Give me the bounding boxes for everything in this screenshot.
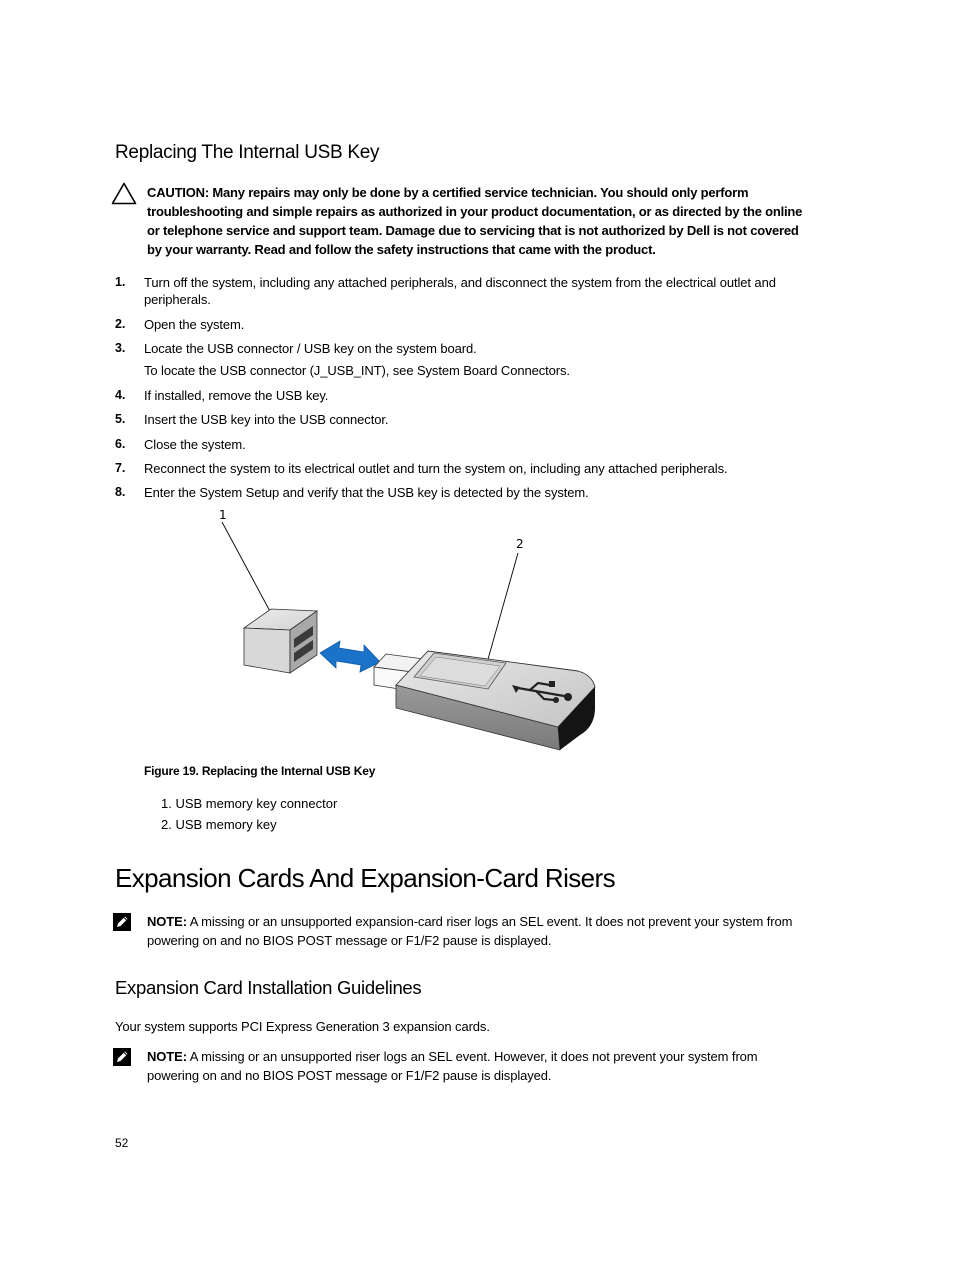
step-number: 3.	[115, 341, 126, 355]
sub-heading: Expansion Card Installation Guidelines	[115, 977, 422, 998]
step-text: To locate the USB connector (J_USB_INT), see System Board Connectors.	[144, 363, 570, 378]
figure-caption: Figure 19. Replacing the Internal USB Key	[144, 764, 376, 778]
note-label: NOTE:	[147, 1049, 187, 1064]
step-number: 4.	[115, 388, 126, 402]
step-text: Close the system.	[144, 437, 246, 452]
step-number: 6.	[115, 437, 126, 451]
paragraph: Your system supports PCI Express Generation 3 expansion cards.	[115, 1019, 490, 1034]
note-label: NOTE:	[147, 914, 187, 929]
note-text	[147, 1047, 807, 1085]
section-heading: Replacing The Internal USB Key	[115, 142, 380, 163]
step-number: 7.	[115, 461, 126, 475]
note-pencil-icon	[112, 912, 132, 932]
legend-item: 1. USB memory key connector	[161, 796, 338, 811]
step-text: Reconnect the system to its electrical outlet and turn the system on, including any attached peripherals.	[144, 461, 728, 476]
step-text: Locate the USB connector / USB key on the system board.	[144, 341, 477, 356]
caution-text: CAUTION: Many repairs may only be done by a certified service technician. You should only perform troubleshooting and simple repairs as authorized in your product documentation, or as directed by the online or telephone service and support team. Damage due to servicing that is not authorized by Dell is not covered by your warranty. Read and follow the safety instructions that came with the product.	[147, 185, 803, 257]
page-number: 52	[115, 1136, 129, 1150]
usb-connector	[244, 609, 317, 673]
note-body: A missing or an unsupported riser logs an SEL event. However, it does not prevent your system from powering on and no BIOS POST message or F1/F2 pause is displayed.	[147, 1049, 758, 1083]
warning-triangle-icon	[111, 182, 137, 205]
insert-arrow-icon	[320, 641, 380, 672]
callout-1: 1	[219, 508, 227, 522]
main-heading: Expansion Cards And Expansion-Card Risers	[115, 863, 615, 893]
step-text: If installed, remove the USB key.	[144, 388, 329, 403]
step-number: 2.	[115, 317, 126, 331]
step-text: Open the system.	[144, 317, 245, 332]
step-number: 5.	[115, 412, 126, 426]
note-body: A missing or an unsupported expansion-card riser logs an SEL event. It does not prevent your system from powering on and no BIOS POST message or F1/F2 pause is displayed.	[147, 914, 793, 948]
step-number: 8.	[115, 485, 126, 499]
step-text: Turn off the system, including any attached peripherals, and disconnect the system from the electrical outlet and peripherals.	[144, 275, 776, 307]
callout-2: 2	[516, 537, 524, 551]
usb-key-illustration	[200, 505, 620, 760]
usb-memory-key	[374, 651, 595, 750]
step-text: Enter the System Setup and verify that the USB key is detected by the system.	[144, 485, 589, 500]
note-pencil-icon	[112, 1047, 132, 1067]
note-text	[147, 912, 807, 950]
legend-item: 2. USB memory key	[161, 817, 277, 832]
step-text: Insert the USB key into the USB connector.	[144, 412, 389, 427]
step-number: 1.	[115, 275, 126, 289]
